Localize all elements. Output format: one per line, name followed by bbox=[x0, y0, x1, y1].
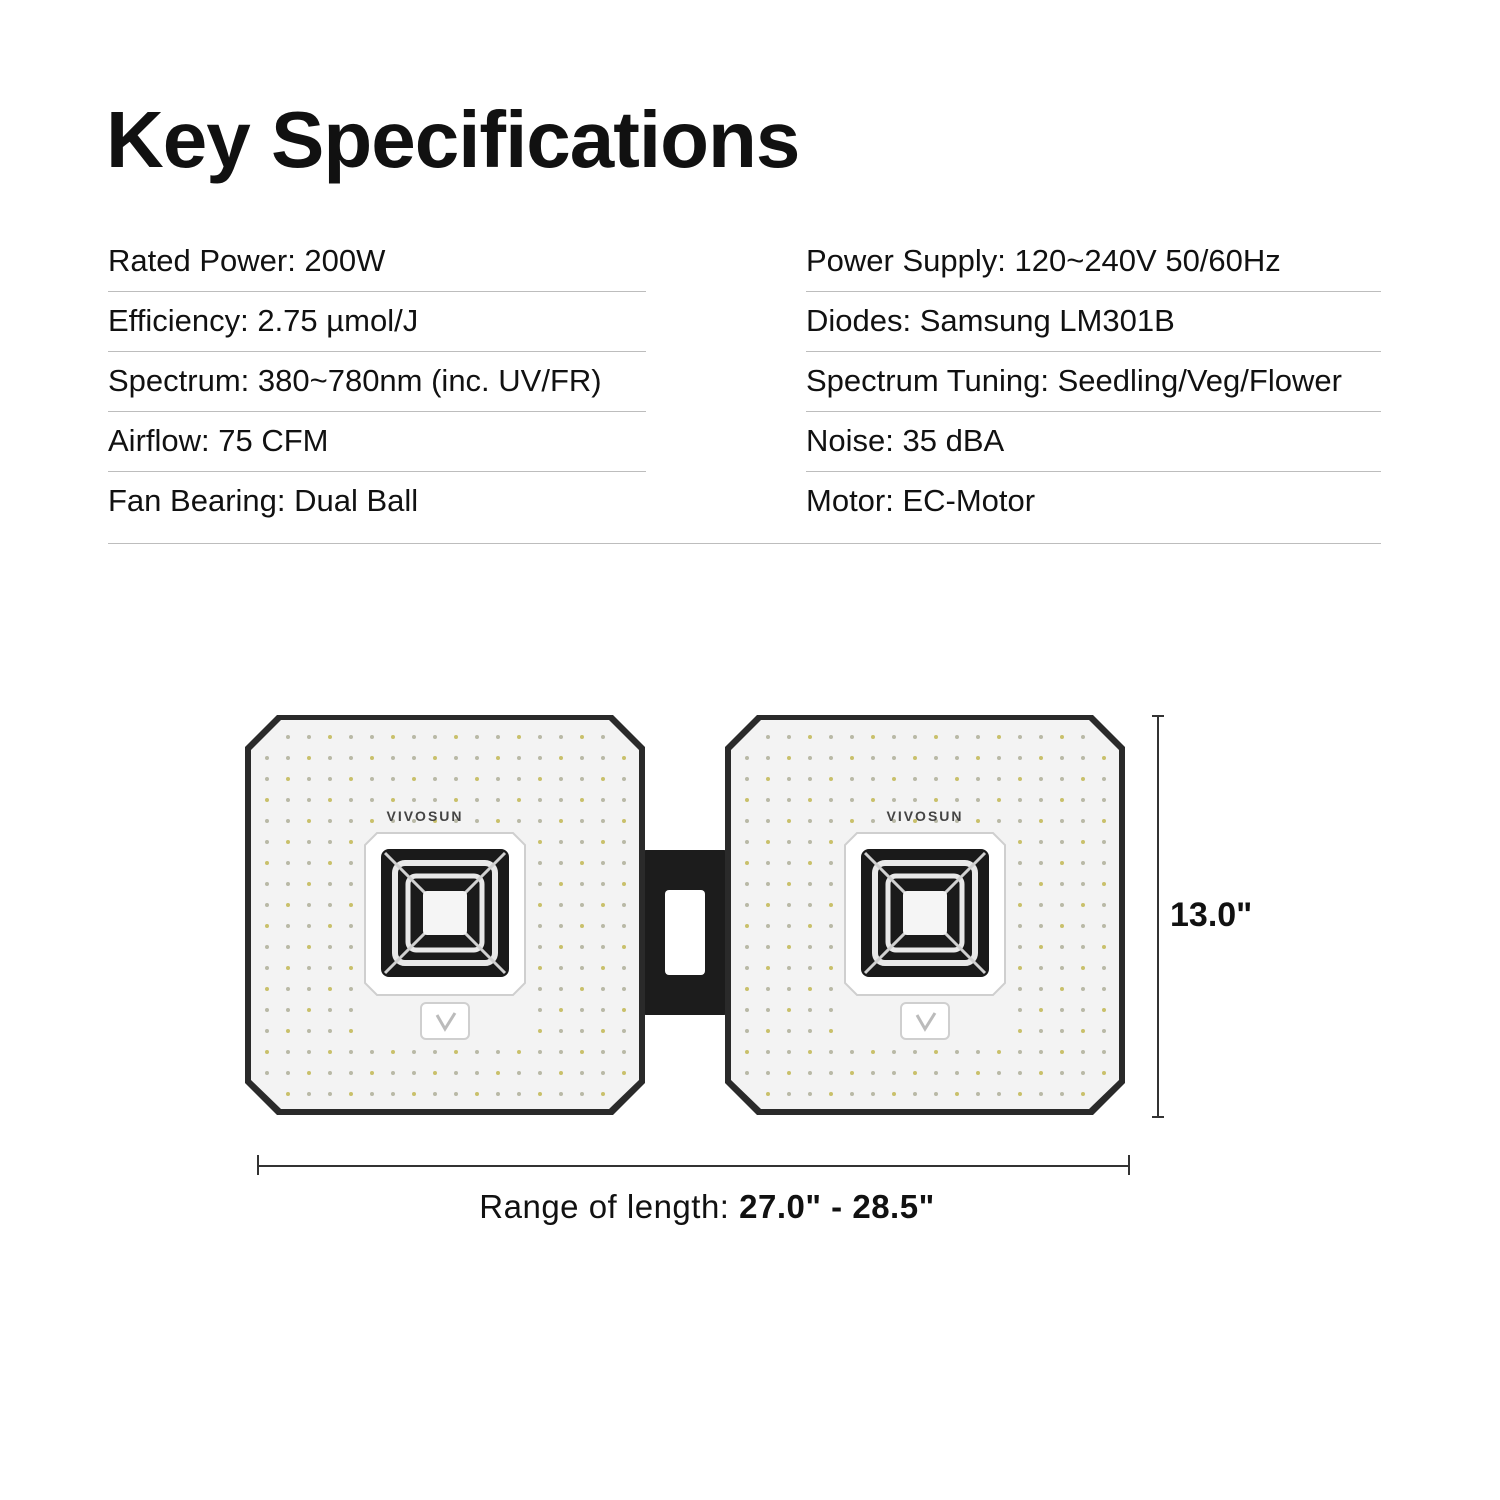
spec-spectrum: Spectrum: 380~780nm (inc. UV/FR) bbox=[108, 352, 646, 412]
spec-list-left bbox=[108, 232, 646, 532]
knob-right bbox=[901, 1003, 949, 1039]
spec-motor: Motor: EC-Motor bbox=[806, 483, 1036, 518]
spec-fan-bearing: Fan Bearing: Dual Ball bbox=[108, 483, 419, 518]
spec-power-supply: Power Supply: 120~240V 50/60Hz bbox=[806, 232, 1381, 292]
length-value: 27.0" - 28.5" bbox=[739, 1188, 935, 1225]
spec-noise: Noise: 35 dBA bbox=[806, 412, 1381, 472]
brand-logo-left: VIVOSUN bbox=[386, 808, 464, 824]
spec-rated-power: Rated Power: 200W bbox=[108, 232, 646, 292]
grow-light-illustration bbox=[240, 705, 1140, 1125]
height-dimension-line bbox=[1152, 715, 1164, 1118]
height-label: 13.0" bbox=[1170, 896, 1253, 934]
spec-divider bbox=[108, 543, 1381, 544]
length-prefix: Range of length: bbox=[479, 1188, 740, 1225]
left-light-panel bbox=[245, 715, 645, 1115]
fan-module-right bbox=[845, 833, 1005, 995]
spec-list-right bbox=[806, 232, 1381, 532]
length-label bbox=[0, 1188, 1414, 1226]
page-title: Key Specifications bbox=[106, 95, 800, 184]
spec-airflow: Airflow: 75 CFM bbox=[108, 412, 646, 472]
knob-left bbox=[421, 1003, 469, 1039]
connector-bar bbox=[640, 850, 730, 1015]
spec-spectrum-tuning: Spectrum Tuning: Seedling/Veg/Flower bbox=[806, 352, 1381, 412]
fan-module-left bbox=[365, 833, 525, 995]
spec-efficiency: Efficiency: 2.75 µmol/J bbox=[108, 292, 646, 352]
brand-logo-right: VIVOSUN bbox=[886, 808, 964, 824]
spec-diodes: Diodes: Samsung LM301B bbox=[806, 292, 1381, 352]
length-dimension-line bbox=[257, 1155, 1130, 1175]
right-light-panel bbox=[725, 715, 1125, 1115]
